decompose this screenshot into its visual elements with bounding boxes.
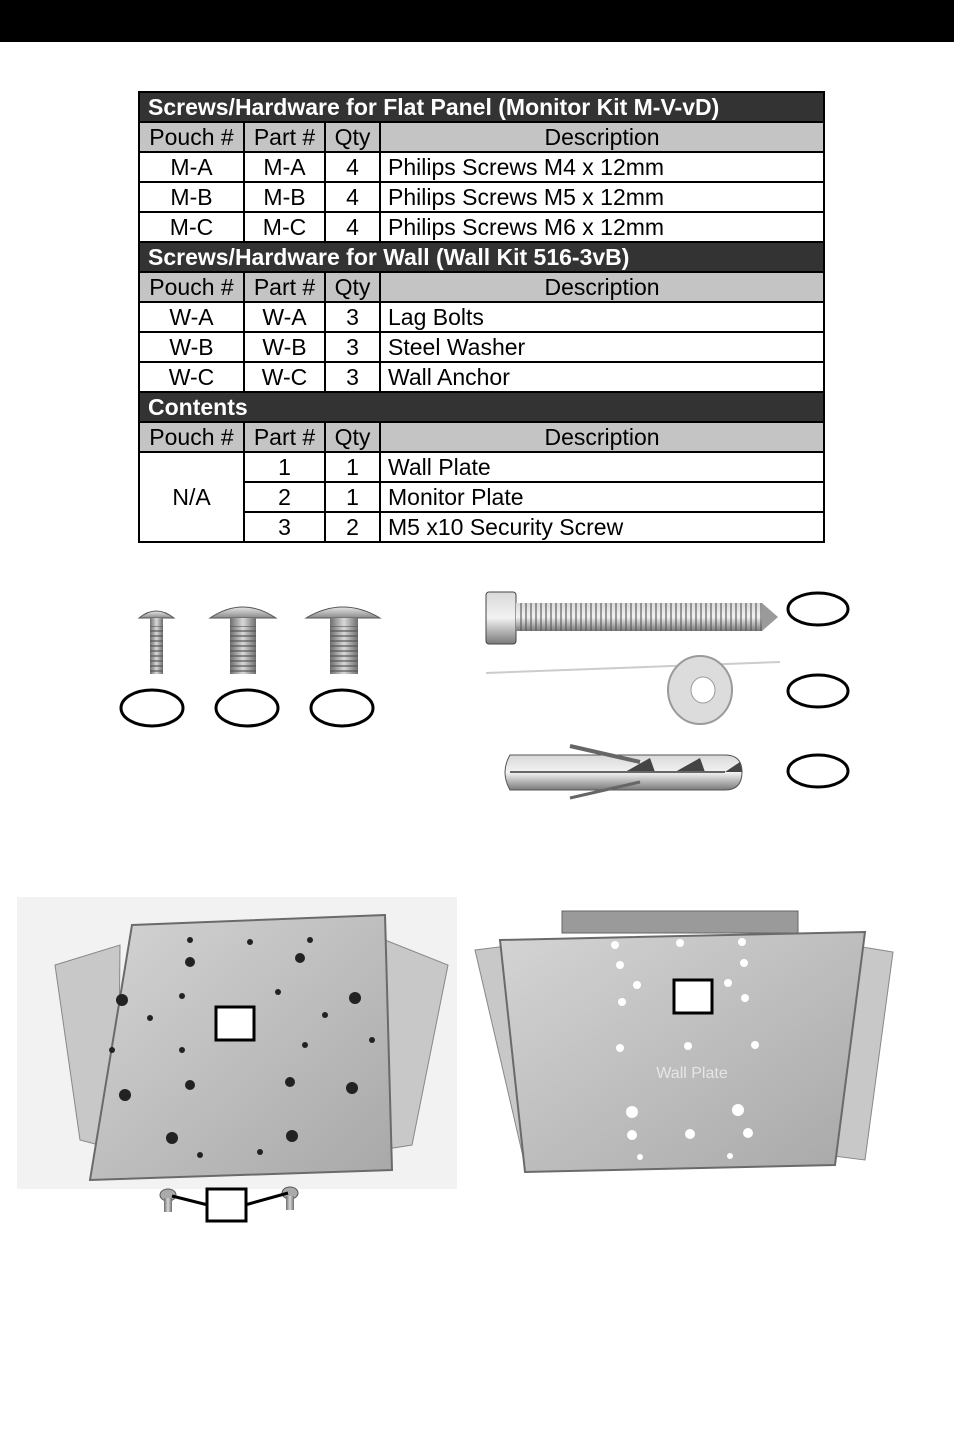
header-qty: Qty xyxy=(325,122,380,152)
header-description: Description xyxy=(380,272,824,302)
header-pouch: Pouch # xyxy=(139,422,244,452)
header-description: Description xyxy=(380,422,824,452)
monitor-plate-icon xyxy=(17,897,457,1189)
header-description: Description xyxy=(380,122,824,152)
cell-part: 1 xyxy=(244,452,325,482)
cell-part: M-B xyxy=(244,182,325,212)
cell-part: 3 xyxy=(244,512,325,542)
screw-m5-icon xyxy=(210,607,276,674)
label-ovals-wall xyxy=(788,593,848,787)
label-box xyxy=(674,980,712,1013)
cell-pouch: M-C xyxy=(139,212,244,242)
cell-part: M-C xyxy=(244,212,325,242)
cell-part: W-B xyxy=(244,332,325,362)
cell-description: Lag Bolts xyxy=(380,302,824,332)
cell-pouch: W-A xyxy=(139,302,244,332)
cell-description: Philips Screws M6 x 12mm xyxy=(380,212,824,242)
cell-qty: 3 xyxy=(325,302,380,332)
cell-qty: 3 xyxy=(325,362,380,392)
cell-pouch-merged: N/A xyxy=(139,452,244,542)
cell-part: W-C xyxy=(244,362,325,392)
cell-description: M5 x10 Security Screw xyxy=(380,512,824,542)
header-part: Part # xyxy=(244,272,325,302)
lag-bolt-icon xyxy=(486,592,780,673)
steel-washer-icon xyxy=(668,656,732,724)
label-ovals-monitor xyxy=(121,690,373,726)
header-part: Part # xyxy=(244,422,325,452)
cell-description: Wall Plate xyxy=(380,452,824,482)
wall-anchor-icon xyxy=(505,746,742,798)
screw-m4-icon xyxy=(139,611,174,674)
section-title: Screws/Hardware for Wall (Wall Kit 516-3vB) xyxy=(139,242,824,272)
cell-part: M-A xyxy=(244,152,325,182)
label-oval xyxy=(121,690,183,726)
cell-pouch: M-B xyxy=(139,182,244,212)
cell-part: W-A xyxy=(244,302,325,332)
cell-qty: 1 xyxy=(325,482,380,512)
header-part: Part # xyxy=(244,122,325,152)
cell-qty: 4 xyxy=(325,152,380,182)
screw-m6-icon xyxy=(306,607,380,674)
header-qty: Qty xyxy=(325,422,380,452)
cell-qty: 4 xyxy=(325,212,380,242)
cell-pouch: W-B xyxy=(139,332,244,362)
cell-description: Wall Anchor xyxy=(380,362,824,392)
cell-qty: 3 xyxy=(325,332,380,362)
label-oval xyxy=(216,690,278,726)
plate-engraving: Wall Plate xyxy=(656,1065,728,1082)
section-title: Contents xyxy=(139,392,824,422)
cell-pouch: W-C xyxy=(139,362,244,392)
label-oval xyxy=(788,593,848,625)
cell-description: Philips Screws M4 x 12mm xyxy=(380,152,824,182)
label-oval xyxy=(788,675,848,707)
security-screws-icon xyxy=(160,1187,298,1221)
header-qty: Qty xyxy=(325,272,380,302)
cell-pouch: M-A xyxy=(139,152,244,182)
cell-description: Monitor Plate xyxy=(380,482,824,512)
label-oval xyxy=(788,755,848,787)
header-pouch: Pouch # xyxy=(139,122,244,152)
cell-description: Steel Washer xyxy=(380,332,824,362)
cell-qty: 1 xyxy=(325,452,380,482)
cell-part: 2 xyxy=(244,482,325,512)
section-title: Screws/Hardware for Flat Panel (Monitor Kit M-V-vD) xyxy=(139,92,824,122)
header-pouch: Pouch # xyxy=(139,272,244,302)
label-box xyxy=(216,1007,254,1040)
wall-plate-icon xyxy=(475,911,893,1172)
label-box xyxy=(207,1189,246,1221)
cell-qty: 4 xyxy=(325,182,380,212)
cell-qty: 2 xyxy=(325,512,380,542)
label-oval xyxy=(311,690,373,726)
cell-description: Philips Screws M5 x 12mm xyxy=(380,182,824,212)
